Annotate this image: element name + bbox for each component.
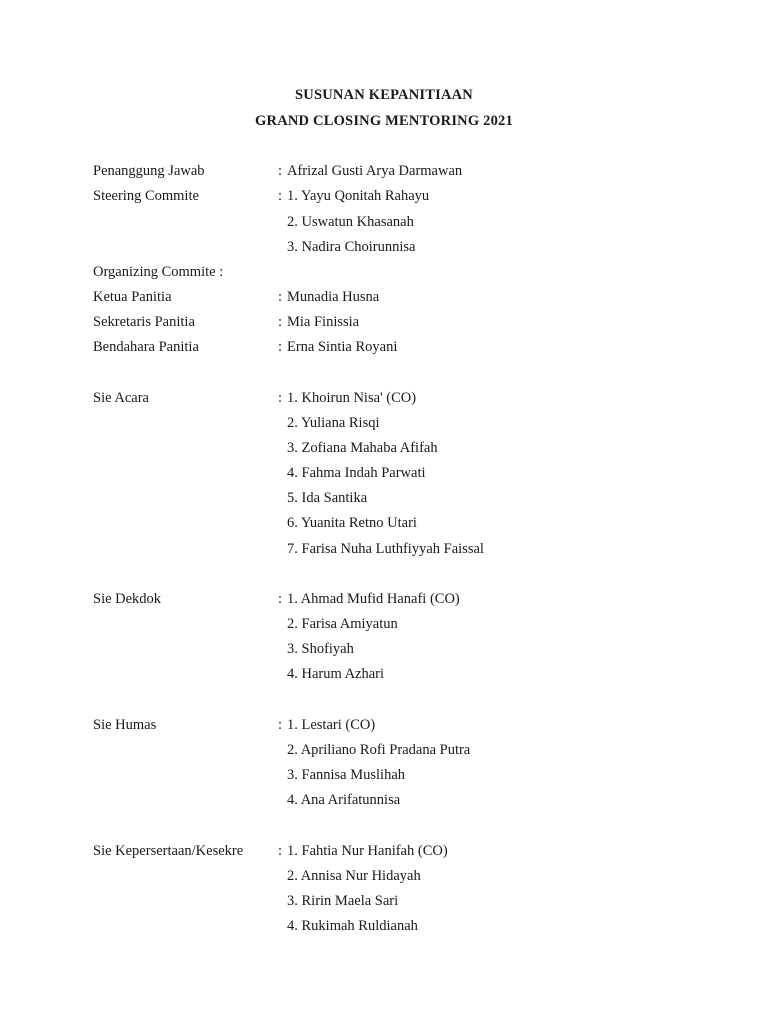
member-name: 1. Yayu Qonitah Rahayu	[287, 188, 430, 204]
member-name: 4. Harum Azhari	[287, 666, 385, 682]
committee-row	[0, 891, 768, 911]
committee-row	[0, 413, 768, 433]
committee-row	[0, 765, 768, 785]
member-name: 3. Ririn Maela Sari	[287, 893, 399, 909]
committee-row	[0, 488, 768, 508]
document-title: SUSUNAN KEPANITIAAN	[295, 87, 473, 103]
committee-row	[0, 639, 768, 659]
member-name: 1. Lestari (CO)	[287, 717, 376, 733]
committee-row	[0, 262, 768, 282]
member-name: 6. Yuanita Retno Utari	[287, 515, 417, 531]
role-label: Sekretaris Panitia	[93, 314, 195, 330]
separator-colon: :	[278, 339, 283, 355]
committee-row	[0, 539, 768, 559]
member-name: 4. Fahma Indah Parwati	[287, 465, 426, 481]
role-label: Ketua Panitia	[93, 289, 172, 305]
committee-row	[0, 463, 768, 483]
separator-colon: :	[278, 843, 283, 859]
member-name: Erna Sintia Royani	[287, 339, 398, 355]
separator-colon: :	[278, 188, 283, 204]
role-label: Sie Humas	[93, 717, 157, 733]
role-label: Sie Dekdok	[93, 591, 162, 607]
member-name: 5. Ida Santika	[287, 490, 368, 506]
member-name: Afrizal Gusti Arya Darmawan	[287, 163, 463, 179]
member-name: 4. Ana Arifatunnisa	[287, 792, 401, 808]
member-name: 2. Uswatun Khasanah	[287, 214, 414, 230]
member-name: 1. Khoirun Nisa' (CO)	[287, 390, 417, 406]
committee-row	[0, 161, 768, 181]
member-name: 3. Nadira Choirunnisa	[287, 239, 416, 255]
committee-row	[0, 186, 768, 206]
committee-row	[0, 664, 768, 684]
committee-row	[0, 614, 768, 634]
member-name: 3. Zofiana Mahaba Afifah	[287, 440, 438, 456]
committee-row	[0, 287, 768, 307]
separator-colon: :	[278, 289, 283, 305]
member-name: 3. Fannisa Muslihah	[287, 767, 406, 783]
separator-colon: :	[278, 717, 283, 733]
committee-row	[0, 866, 768, 886]
committee-row	[0, 337, 768, 357]
member-name: 1. Ahmad Mufid Hanafi (CO)	[287, 591, 460, 607]
separator-colon: :	[278, 163, 283, 179]
member-name: Mia Finissia	[287, 314, 360, 330]
role-label: Organizing Commite :	[93, 264, 224, 280]
member-name: 2. Annisa Nur Hidayah	[287, 868, 421, 884]
committee-row	[0, 438, 768, 458]
committee-row	[0, 916, 768, 936]
committee-row	[0, 212, 768, 232]
member-name: Munadia Husna	[287, 289, 380, 305]
role-label: Sie Kepersertaan/Kesekre	[93, 843, 244, 859]
committee-row	[0, 312, 768, 332]
committee-row	[0, 589, 768, 609]
separator-colon: :	[278, 314, 283, 330]
committee-row	[0, 388, 768, 408]
role-label: Sie Acara	[93, 390, 149, 406]
committee-row	[0, 513, 768, 533]
member-name: 2. Yuliana Risqi	[287, 415, 380, 431]
committee-row	[0, 237, 768, 257]
role-label: Penanggung Jawab	[93, 163, 205, 179]
document-subtitle: GRAND CLOSING MENTORING 2021	[255, 113, 513, 129]
separator-colon: :	[278, 390, 283, 406]
role-label: Bendahara Panitia	[93, 339, 199, 355]
committee-row	[0, 740, 768, 760]
committee-row	[0, 841, 768, 861]
separator-colon: :	[278, 591, 283, 607]
member-name: 4. Rukimah Ruldianah	[287, 918, 418, 934]
committee-row	[0, 790, 768, 810]
member-name: 1. Fahtia Nur Hanifah (CO)	[287, 843, 448, 859]
role-label: Steering Commite	[93, 188, 199, 204]
member-name: 7. Farisa Nuha Luthfiyyah Faissal	[287, 541, 484, 557]
member-name: 3. Shofiyah	[287, 641, 354, 657]
member-name: 2. Farisa Amiyatun	[287, 616, 398, 632]
committee-row	[0, 715, 768, 735]
member-name: 2. Apriliano Rofi Pradana Putra	[287, 742, 471, 758]
